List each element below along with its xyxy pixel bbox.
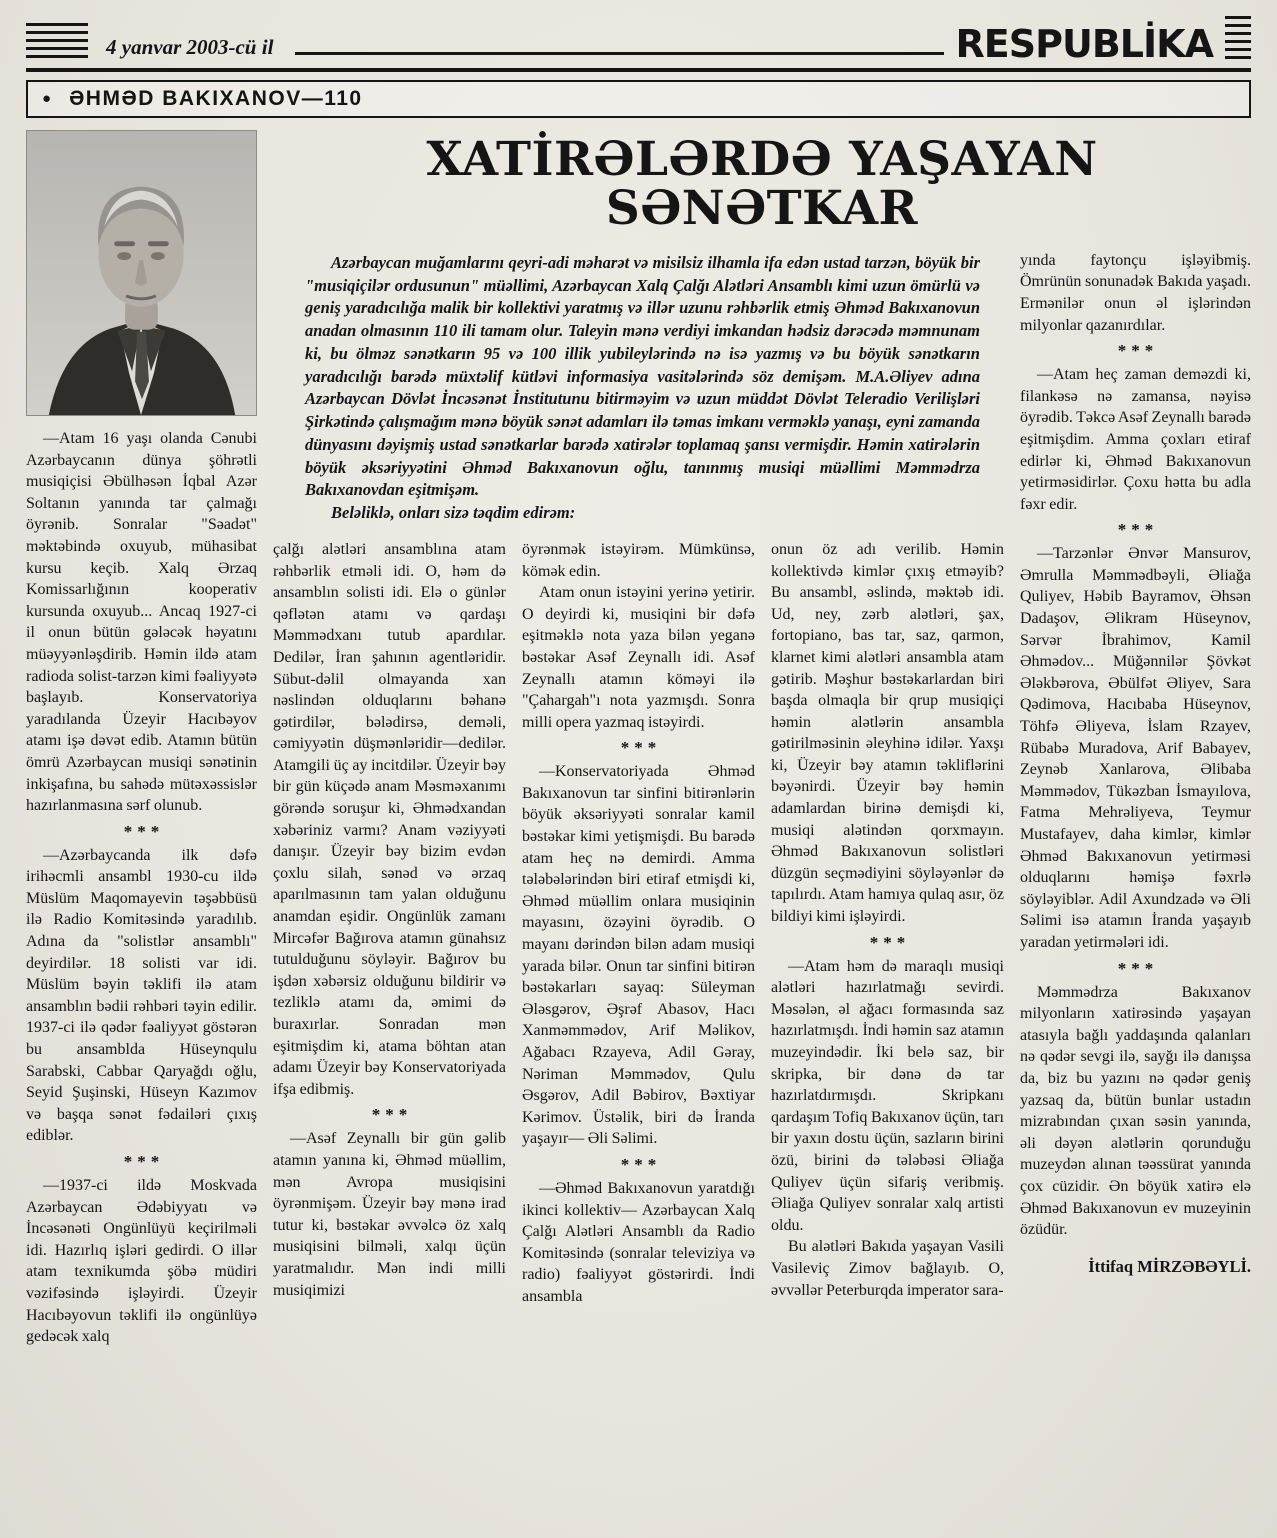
section-separator: *** bbox=[869, 932, 911, 952]
header-stripes-left-icon bbox=[26, 23, 88, 59]
column-5 bbox=[1020, 250, 1251, 1308]
article-body bbox=[26, 130, 1251, 1348]
article-paragraph: —Atam heç zaman deməzdi ki, filankəsə nə zamansa, nəyisə öyrədib. Təkcə Asəf Zeynallı barədə eşitmişdim. Amma çoxları etiraf edirlər ki, Əhməd Bakıxanovun yetirməsidirlər. Çoxu hətta bu adla fəxr edir. bbox=[1020, 366, 1251, 513]
page-header bbox=[26, 16, 1251, 66]
column-1-text bbox=[26, 428, 257, 1348]
article-paragraph: —Azərbaycanda ilk dəfə irihəcmli ansambl 1930-cu ildə Müslüm Maqomayevin təşəbbüsü ilə Radio Komitəsində yaradılıb. Adına da "solistlər ansamblı" deyirdilər. 18 solisti var idi. Müslüm bəyin təklifi ilə atam ansamblın bədii rəhbəri təyin edilir. 1937-ci ilə qədər fəaliyyət göstərən bu ansamblda Hüseynqulu Sarabski, Cabbar Qaryağdı oğlu, Seyid Şuşinski, Hüseyn Kazımov və başqa sənət fədailəri çıxış ediblər. bbox=[26, 846, 257, 1145]
article-paragraph: yında faytonçu işləyibmiş. Ömrünün sonunadək Bakıda yaşadı. Ermənilər onun əl işlərindən milyonlar qazanırdılar. bbox=[1020, 251, 1251, 334]
article-paragraph: Atam onun istəyini yerinə yetirir. O deyirdi ki, musiqini bir dəfə eşitməklə nota yaza bilən yeganə bəstəkar Asəf Zeynallı idi. Asəf Zeynallı atamın köməyi ilə "Çahargah"ı nota yazmışdı. Sonra milli opera yazmaq istəyirdi. bbox=[522, 584, 755, 731]
article-paragraph: —Asəf Zeynallı bir gün gəlib atamın yanına ki, Əhməd müəllim, mən Avropa musiqisini öyrənmişəm. Üzeyir bəy mənə irad tutur ki, bəstəkar əvvəlcə öz xalq musiqisini bilməli, xalqı üçün yaratmalıdır. Mən indi milli musiqimizi bbox=[273, 1130, 506, 1299]
headline: XATİRƏLƏRDƏ YAŞAYAN SƏNƏTKAR bbox=[426, 132, 1098, 236]
section-separator: *** bbox=[620, 738, 662, 758]
lede bbox=[273, 250, 1004, 529]
article-paragraph: —1937-ci ildə Moskvada Azərbaycan Ədəbiyyatı və İncəsənəti Ongünlüyü keçirilməli idi. Hazırlıq işləri gedirdi. O illər atam texnikumda şöbə müdiri vəzifəsində işləyirdi. Üzeyir Hacıbəyovun təklifi ilə ongünlüyə gedəcək xalq bbox=[26, 1177, 257, 1346]
article-paragraph: çalğı alətləri ansamblına atam rəhbərlik etməli idi. O, həm də ansamblın solisti idi. Elə o günlər qəflətən atamı və qardaşı Məmmədxanı tutub apardılar. Dedilər, İran şahının agentləridir. Sübut-dəlil olmayanda xan nəslindən olduqlarını bəhanə gətirdilər, bələdirsə, deməli, cəmiyyətin düşmənləridir—dedilər. Atamgili üç ay incitdilər. Üzeyir bəy bir gün küçədə anam Məsməxanımı görəndə soruşur ki, Əhmədxandan xəbəriniz varmı? Anam vəziyyəti danışır. Üzeyir bəy bizim evdən çoxlu silah, sənəd və ərzaq aparılmasının tam yalan olduğunu anamdan eşidir. Ongünlük zamanı Mircəfər Bağırova atamın günahsız tutulduğunu söyləyir. Bağırov bu işdən xəbərsiz olduğunu bildirir və tezliklə atamı da, əmimi də buraxırlar. Sonradan mən eşitmişdim ki, atama böhtan atan adamı Üzeyir bəy Konservatoriyada ifşa edibmiş. bbox=[273, 540, 506, 1098]
article-paragraph: onun öz adı verilib. Həmin kollektivdə kimlər çıxış etməyib? Bu ansambl, əslində, məktəb idi. Ud, ney, zərb alətləri, şax, fortopiano, bas tar, saz, qarmon, klarnet kimi alətləri ansambla atam gətirib. Məşhur bəstəkarlardan biri başda olmaqla bir qrup musiqiçi həmin alətlərin ansambla gətirilməsinin əleyhinə idilər. Yaxşı ki, Üzeyir bəy atamın təkliflərini bəyənirdi. Üzeyir bəy həmin adamlardan birinə demişdi ki, musiqi alətindən qorxmayın. Əhməd Bakıxanovun solistləri düzgün seçmədiyini söyləyənlər də tapılırdı. Atam hamıya qulaq asır, öz bildiyi kimi işləyirdi. bbox=[771, 540, 1004, 926]
masthead-title: RESPUBLİKA bbox=[955, 21, 1213, 66]
section-bullet-icon: ● bbox=[42, 90, 52, 107]
section-title: ƏHMƏD BAKIXANOV—110 bbox=[69, 87, 363, 110]
issue-date: 4 yanvar 2003-cü il bbox=[106, 35, 274, 59]
article-paragraph: öyrənmək istəyirəm. Mümkünsə, kömək edin. bbox=[522, 540, 755, 580]
column-4-text bbox=[771, 539, 1004, 1308]
right-columns bbox=[273, 250, 1251, 1308]
section-separator: *** bbox=[371, 1105, 413, 1125]
article-paragraph: —Tarzənlər Ənvər Mansurov, Əmrulla Məmmədbəyli, Əliağa Quliyev, Həbib Bayramov, Əhsən Dadaşov, Əlikram Hüseynov, Sərvər İbrahimov, Kamil Əhmədov... Müğənnilər Şövkət Ələkbərova, Əbülfət Əliyev, Sara Qədimova, Hacıbaba Hüseynov, Töhfə Əliyeva, İslam Rzayev, Rübabə Muradova, Arif Babayev, Zeynəb Xanlarova, Əlibaba Məmmədov, Tükəzban İsmayılova, Fatma Mehrəliyeva, Teymur Mustafayev, daha kimlər, kimlər Əhməd Bakıxanovun yetirməsi olduqlarını həmişə fəxrlə söyləyiblər. Adil Axundzadə və Əli Səlimi isə atamın İranda yaşayıb yaradan yetirmələri idi. bbox=[1020, 545, 1251, 951]
portrait-photo bbox=[26, 130, 257, 416]
column-3-text bbox=[522, 539, 755, 1308]
section-separator: *** bbox=[123, 821, 165, 841]
section-separator: *** bbox=[1117, 958, 1159, 978]
right-area bbox=[273, 130, 1251, 1348]
top-rule bbox=[26, 68, 1251, 72]
article-paragraph: —Konservatoriyada Əhməd Bakıxanovun tar sinfini bitirənlərin böyük əksəriyyəti sonralar kamil bəstəkar kimi yetişmişdi. Bu barədə atam heç nə demirdi. Amma tələbələrindən biri etiraf etmişdi ki, Əhməd müəllim onlara musiqinin mayasını, özəyini öyrədib. O mayanı dərindən bilən adam musiqi yarada bilər. Onun tar sinfini bitirən bəstəkarları sayaq: Süleyman Ələsgərov, Əşrəf Abasov, Hacı Xanməmmədov, Arif Məlikov, Ağabacı Rzayeva, Adil Gəray, Nəriman Məmmədov, Qulu Əsgərov, Adil Bəbirov, Bəxtiyar Kərimov. Üstəlik, biri də İranda yaşayır— Əli Səlimi. bbox=[522, 763, 755, 1148]
middle-area bbox=[273, 250, 1004, 1308]
header-rule bbox=[295, 52, 943, 55]
article-paragraph: —Atam həm də maraqlı musiqi alətləri hazırlatmağı sevirdi. Məsələn, əl ağacı formasında saz hazırlatmışdı. İndi həmin saz atamın muzeyindədir. İki belə saz, bir skripka, bir dənə də tar hazırlatdırmışdı. Skripkanı qardaşım Tofiq Bakıxanov üçün, tarı bir yaxın dostu üçün, sazların birini özü, birini də tələbəsi Əliağa Quliyev üçün sifariş veribmiş. Əliağa Quliyev sonralar xalq artisti oldu. bbox=[771, 957, 1004, 1234]
column-5-text bbox=[1020, 250, 1251, 1241]
lede-paragraph: Beləliklə, onları sizə təqdim edirəm: bbox=[331, 503, 576, 523]
section-separator: *** bbox=[620, 1154, 662, 1174]
section-bar bbox=[26, 80, 1251, 118]
section-separator: *** bbox=[1117, 341, 1159, 361]
middle-columns bbox=[273, 539, 1004, 1308]
article-paragraph: —Atam 16 yaşı olanda Cənubi Azərbaycanın dünya şöhrətli musiqiçisi Əbülhəsən İqbal Azər Soltanın yanında tar çalmağı öyrənib. Sonralar "Səadət" məktəbində oxuyub, mühasibat kursu keçib. Xalq Ərzaq Komissarlığının kooperativ kursunda oxuyub... Ancaq 1927-ci il onun bütün gələcək həyatını müəyyənləşdirib. Həmin ildə atam radioda solist-tarzən kimi fəaliyyətə başlayıb. Konservatoriya yaradılanda Üzeyir Hacıbəyov atamı işə dəvət edib. Atamın bütün ömrü Azərbaycan musiqi sənətinin inkişafına, bu sahədə mütəxəssislər hazırlanmasına sərf olunub. bbox=[26, 430, 257, 815]
lede-paragraph: Azərbaycan muğamlarını qeyri-adi məharət və misilsiz ilhamla ifa edən ustad tarzən, böyük bir "musiqiçilər ordusunun" müəllimi, Azərbaycan Xalq Çalğı Alətləri Ansamblı kimi uzun ömürlü və geniş yaradıcılığa malik bir kollektivi yaratmış və illər uzunu rəhbərlik etmiş Əhməd Bakıxanovun anadan olmasının 110 ili tamam olur. Taleyin mənə verdiyi imkandan hədsiz dərəcədə məmnunam ki, bu ölməz sənətkarın 95 və 100 illik yubileylərində nə isə yazmış və bu böyük sənətkarın yaradıcılığı barədə müxtəlif kütləvi informasiya vasitələrində söz demişəm. M.A.Əliyev adına Azərbaycan Dövlət İncəsənət İnstitutunu bitirməyim və uzun müddət Dövlət Teleradio Verilişləri Şirkətində çalışmağım mənə böyük sənət adamları ilə təmas imkanı verməklə yanaşı, eyni zamanda dünyasını dəyişmiş ustad sənətkarlar barədə xatirələr toplamaq şansı vermişdir. Həmin xatirələrin böyük əksəriyyətini Əhməd Bakıxanovun oğlu, tanınmış musiqi müəllimi Məmmədrza Bakıxanovdan eşitmişəm. bbox=[305, 252, 980, 500]
column-1 bbox=[26, 130, 257, 1348]
header-stripes-right-icon bbox=[1225, 16, 1251, 62]
portrait-illustration bbox=[27, 131, 256, 415]
article-paragraph: Məmmədrza Bakıxanov milyonların xatirəsində yaşayan atasıyla bağlı yaddaşında qalanları nə qədər sevgi ilə, sayğı ilə danışsa da, biz bu yazını nə qədər geniş yazsaq da, bütün bunlar ustadın mizrabından çıxan səsin yanında, əli dəyən alətlərin qorunduğu muzeydən alınan təəssürat yanında çox cüzidir. Ən böyük xatirə elə Əhməd Bakıxanovun ev muzeyinin özüdür. bbox=[1020, 983, 1251, 1239]
article-paragraph: —Əhməd Bakıxanovun yaratdığı ikinci kollektiv— Azərbaycan Xalq Çalğı Alətləri Ansamblı da Radio Komitəsində (sonralar televiziya və radio) fəaliyyət göstərirdi. İndi ansambla bbox=[522, 1179, 755, 1305]
section-separator: *** bbox=[1117, 520, 1159, 540]
byline: İttifaq MİRZƏBƏYLİ. bbox=[1088, 1256, 1251, 1276]
article-paragraph: Bu alətləri Bakıda yaşayan Vasili Vasileviç Zimov bağlayıb. O, əvvəllər Peterburqda imperator sara- bbox=[771, 1238, 1004, 1299]
section-separator: *** bbox=[123, 1152, 165, 1171]
column-2-text bbox=[273, 539, 506, 1308]
